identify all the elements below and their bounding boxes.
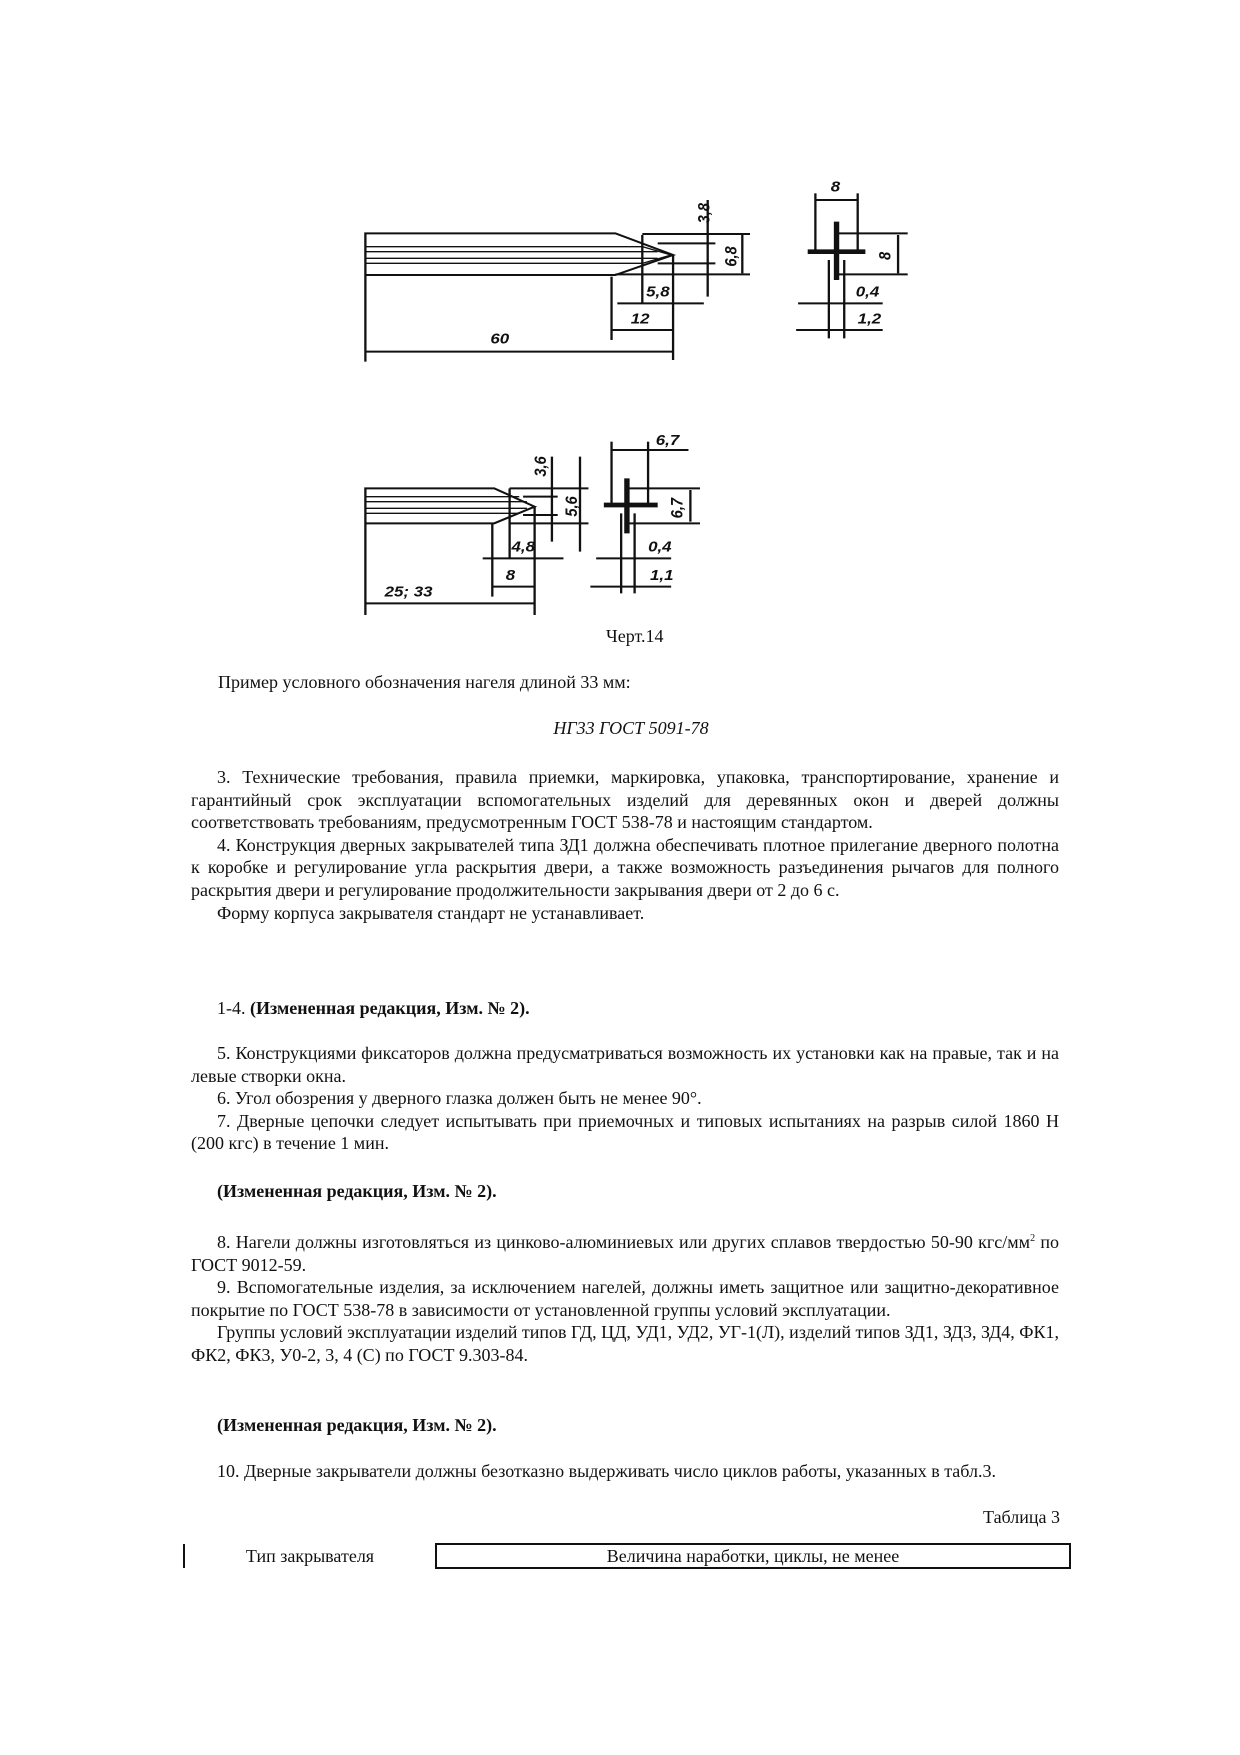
paragraph: 8. Нагели должны изготовляться из цинково-алюминиевых или других сплавов твердостью 50-90 кгс/мм <box>217 1232 1031 1252</box>
paragraph: 3. Технические требования, правила приемки, маркировка, упаковка, транспортирование, хранение и гарантийный срок эксплуатации вспомогательных изделий для деревянных окон и дверей должны соответствовать требованиям, предусмотренным ГОСТ 538-78 и настоящим стандартом. <box>191 767 1059 833</box>
amendment-note <box>191 1180 1059 1203</box>
paragraph: 5. Конструкциями фиксаторов должна предусматриваться возможность их установки как на правые, так и на левые створки окна. <box>191 1043 1059 1086</box>
paragraph: 10. Дверные закрыватели должны безотказно выдерживать число циклов работы, указанных в табл.3. <box>217 1461 996 1481</box>
table-header-cell: Тип закрывателя <box>184 1544 436 1568</box>
paragraph: 9. Вспомогательные изделия, за исключением нагелей, должны иметь защитное или защитно-декоративное покрытие по ГОСТ 538-78 в зависимости от установленной группы условий эксплуатации. <box>191 1277 1059 1320</box>
dim-label: 6,7 <box>655 432 680 449</box>
dim-label: 1,2 <box>857 311 882 328</box>
dim-label: 8 <box>876 251 895 260</box>
drawing-nagel <box>350 180 950 640</box>
dim-label: 1,1 <box>650 567 674 584</box>
paragraph: 4. Конструкция дверных закрывателей типа ЗД1 должна обеспечивать плотное прилегание дверного полотна к коробке и регулирование угла раскрытия двери, а также возможность разъединения рычагов для полного раскрытия двери и регулирование продолжительности закрывания двери от 2 до 6 с. <box>191 834 1059 900</box>
amendment-note <box>191 997 1059 1020</box>
paragraph: по ГОСТ 9012-59. <box>191 1232 1059 1275</box>
figure-caption: Черт.14 <box>606 626 664 646</box>
section-3-4 <box>191 766 1059 924</box>
example-intro: Пример условного обозначения нагеля длиной 33 мм: <box>218 672 631 692</box>
paragraph: Форму корпуса закрывателя стандарт не устанавливает. <box>217 902 645 923</box>
dim-label: 8 <box>505 567 516 584</box>
section-8-9 <box>191 1228 1059 1367</box>
table-title: Таблица 3 <box>983 1507 1060 1527</box>
dim-label: 60 <box>490 331 510 348</box>
designation: НГ33 ГОСТ 5091-78 <box>553 718 709 738</box>
dim-label: 5,6 <box>563 496 582 517</box>
amendment-text: (Измененная редакция, Изм. № 2). <box>250 998 530 1018</box>
dim-label: 8 <box>830 180 841 196</box>
paragraph: 7. Дверные цепочки следует испытывать при приемочных и типовых испытаниях на разрыв силой 1860 Н (200 кгс) в течение 1 мин. <box>191 1110 1059 1154</box>
amendment-text: (Измененная редакция, Изм. № 2). <box>217 1181 497 1201</box>
amendment-prefix: 1-4. <box>217 998 250 1018</box>
table-header-row <box>184 1544 1070 1568</box>
dim-label: 5,8 <box>646 284 670 301</box>
dim-label: 6,7 <box>668 497 687 519</box>
amendment-note <box>191 1414 1059 1437</box>
table-3 <box>183 1543 1071 1569</box>
amendment-text: (Измененная редакция, Изм. № 2). <box>217 1415 497 1435</box>
paragraph: 6. Угол обозрения у дверного глазка должен быть не менее 90°. <box>217 1088 702 1109</box>
dim-label: 0,4 <box>648 539 672 556</box>
dim-label: 12 <box>630 311 650 328</box>
dim-label: 3,8 <box>695 202 714 224</box>
section-5-7 <box>191 1042 1059 1155</box>
superscript: 2 <box>1030 1233 1036 1244</box>
paragraph: Группы условий эксплуатации изделий типов ГД, ЦД, УД1, УД2, УГ-1(Л), изделий типов ЗД1, ЗД3, ЗД4, ФК1, ФК2, ФК3, У0-2, 3, 4 (С) по ГОСТ 9.303-84. <box>191 1322 1059 1365</box>
section-10 <box>191 1460 1059 1483</box>
dim-label: 0,4 <box>855 284 880 301</box>
dim-label: 25; 33 <box>384 584 433 601</box>
dim-label: 6,8 <box>722 246 741 267</box>
dim-label: 4,8 <box>511 539 536 556</box>
dim-label: 3,6 <box>532 456 551 477</box>
table-header-cell: Величина наработки, циклы, не менее <box>436 1544 1070 1568</box>
